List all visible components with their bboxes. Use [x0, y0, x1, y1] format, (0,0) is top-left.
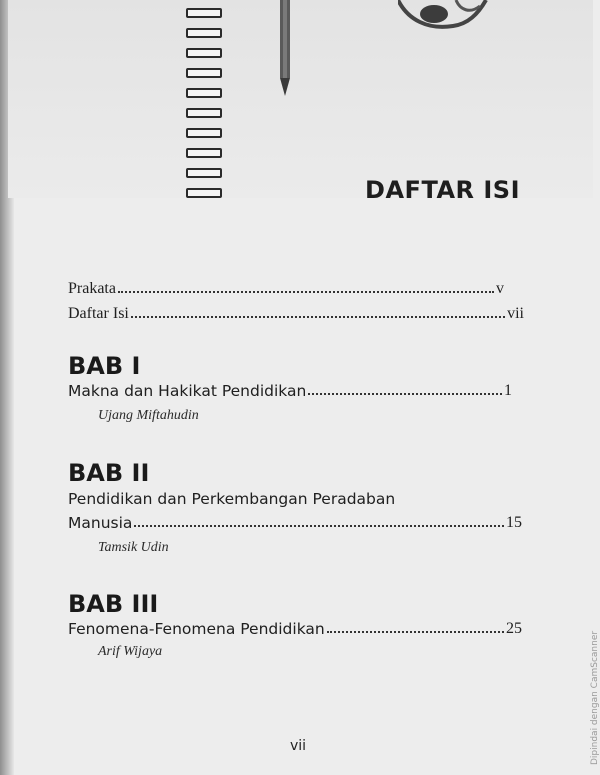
scanner-watermark	[578, 630, 600, 765]
toc-entry-label: Fenomena-Fenomena Pendidikan	[68, 620, 325, 638]
toc-page-number: 25	[506, 620, 522, 637]
page-title: DAFTAR ISI	[365, 176, 520, 204]
chapter-heading-bab-3: BAB III	[68, 590, 159, 618]
toc-entry-chapter-1	[68, 382, 512, 400]
toc-entry-label: Daftar Isi	[68, 305, 129, 322]
toc-page-number: 15	[506, 514, 522, 531]
page-number: vii	[290, 738, 307, 754]
toc-leader-dots	[131, 316, 505, 318]
pencil-icon	[278, 0, 292, 96]
spiral-binding-icon	[186, 8, 222, 178]
toc-entry-label: Makna dan Hakikat Pendidikan	[68, 382, 307, 400]
header-illustration-area	[8, 0, 593, 198]
toc-entry-chapter-2	[68, 514, 522, 532]
toc-entry-chapter-2-line1: Pendidikan dan Perkembangan Peradaban	[68, 490, 396, 508]
chapter-heading-bab-1: BAB I	[68, 352, 141, 380]
toc-entry-label: Prakata	[68, 280, 116, 297]
toc-page-number: vii	[507, 305, 524, 322]
decorative-drawing-icon	[398, 0, 488, 34]
toc-leader-dots	[118, 291, 494, 293]
chapter-author: Ujang Miftahudin	[98, 408, 199, 423]
toc-page-number: 1	[504, 382, 512, 399]
toc-leader-dots	[327, 631, 504, 633]
chapter-heading-bab-2: BAB II	[68, 459, 150, 487]
toc-leader-dots	[134, 525, 504, 527]
toc-entry-prakata	[68, 280, 504, 298]
chapter-author: Arif Wijaya	[98, 644, 163, 659]
toc-page-number: v	[496, 280, 504, 297]
toc-entry-label: Manusia	[68, 514, 133, 532]
watermark-text: Dipindai dengan CamScanner	[590, 630, 600, 765]
toc-entry-daftar-isi	[68, 305, 524, 323]
chapter-author: Tamsik Udin	[98, 540, 169, 555]
toc-entry-chapter-3	[68, 620, 522, 638]
toc-leader-dots	[308, 393, 502, 395]
